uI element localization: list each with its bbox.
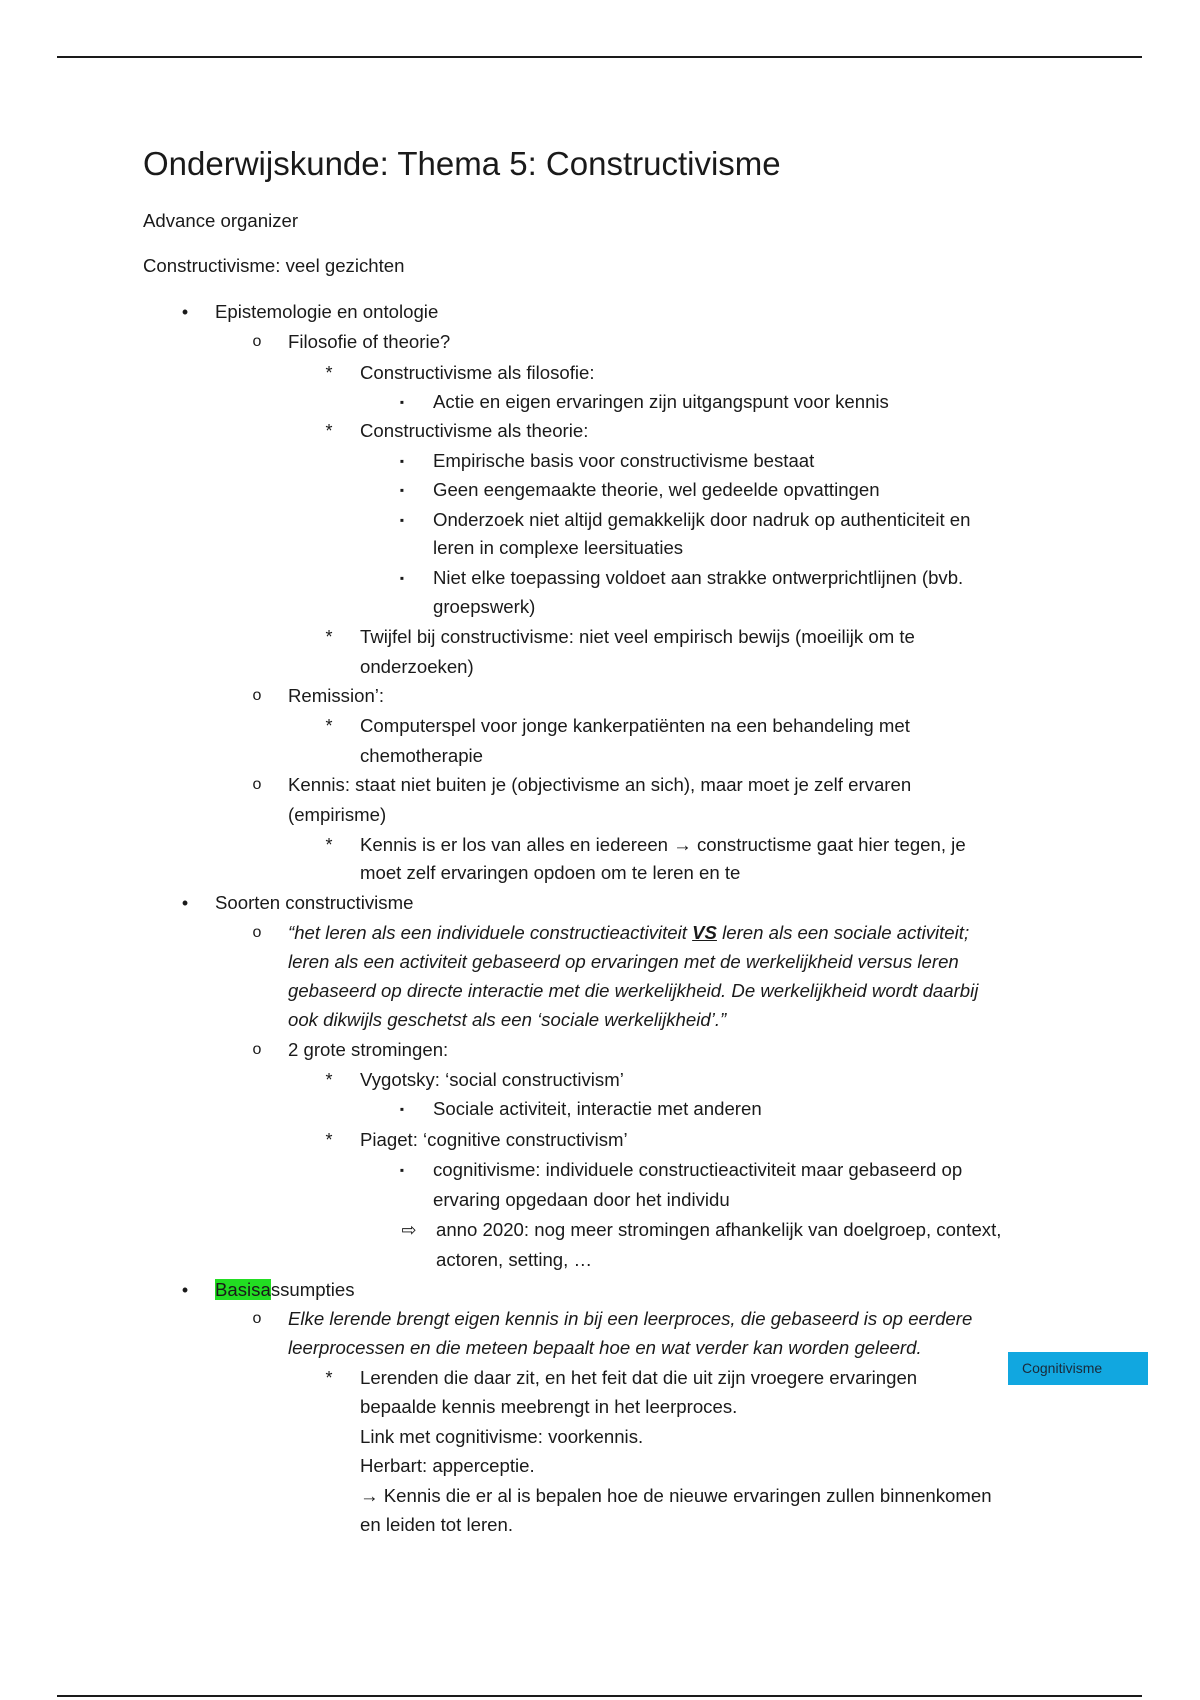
list-item-continuation: leren in complexe leersituaties xyxy=(433,537,684,558)
section-epistemologie: Epistemologie en ontologie xyxy=(215,301,439,322)
bullet-icon: • xyxy=(181,302,189,322)
list-item: Geen eengemaakte theorie, wel gedeelde opvattingen xyxy=(433,479,880,500)
list-item: 2 grote stromingen: xyxy=(288,1039,449,1060)
list-item-continuation: Herbart: apperceptie. xyxy=(360,1455,535,1476)
star-bullet-icon: * xyxy=(325,421,333,441)
comment-label[interactable]: Cognitivisme xyxy=(1008,1352,1148,1385)
star-bullet-icon: * xyxy=(325,835,333,855)
section-label-rest: ssumpties xyxy=(270,1279,355,1300)
list-item-continuation: moet zelf ervaringen opdoen om te leren en te xyxy=(360,862,741,883)
arrow-icon: ⇨ xyxy=(401,1220,417,1240)
section-soorten: Soorten constructivisme xyxy=(215,892,414,913)
square-bullet-icon: ▪ xyxy=(399,571,405,585)
list-item-continuation: onderzoeken) xyxy=(360,656,474,677)
quote-line: gebaseerd op directe interactie met die werkelijkheid. De werkelijkheid wordt daarbij xyxy=(288,980,979,1001)
list-item: Constructivisme als filosofie: xyxy=(360,362,595,383)
list-item-continuation: groepswerk) xyxy=(433,596,536,617)
list-item: Twijfel bij constructivisme: niet veel empirisch bewijs (moeilijk om te xyxy=(360,626,915,647)
circle-bullet-icon: o xyxy=(252,1310,262,1327)
list-item: Kennis: staat niet buiten je (objectivisme an sich), maar moet je zelf ervaren xyxy=(288,774,912,795)
square-bullet-icon: ▪ xyxy=(399,395,405,409)
bottom-rule xyxy=(57,1695,1142,1697)
list-item: Sociale activiteit, interactie met anderen xyxy=(433,1098,762,1119)
quote-text: “het leren als een individuele constructieactiviteit xyxy=(288,922,693,943)
list-item-continuation: → Kennis die er al is bepalen hoe de nieuwe ervaringen zullen binnenkomen xyxy=(360,1485,992,1506)
quote-vs: VS xyxy=(692,922,717,943)
square-bullet-icon: ▪ xyxy=(399,454,405,468)
circle-bullet-icon: o xyxy=(252,687,262,704)
list-item: Empirische basis voor constructivisme bestaat xyxy=(433,450,815,471)
list-item: Actie en eigen ervaringen zijn uitgangspunt voor kennis xyxy=(433,391,889,412)
star-bullet-icon: * xyxy=(325,716,333,736)
list-item: Onderzoek niet altijd gemakkelijk door nadruk op authenticiteit en xyxy=(433,509,971,530)
list-item: Piaget: ‘cognitive constructivism’ xyxy=(360,1129,628,1150)
star-bullet-icon: * xyxy=(325,1070,333,1090)
square-bullet-icon: ▪ xyxy=(399,1163,405,1177)
bullet-icon: • xyxy=(181,893,189,913)
circle-bullet-icon: o xyxy=(252,924,262,941)
list-item-continuation: en leiden tot leren. xyxy=(360,1514,513,1535)
list-item: Lerenden die daar zit, en het feit dat die uit zijn vroegere ervaringen xyxy=(360,1367,918,1388)
circle-bullet-icon: o xyxy=(252,776,262,793)
list-item: Elke lerende brengt eigen kennis in bij een leerproces, die gebaseerd is op eerdere xyxy=(288,1308,973,1329)
quote-line xyxy=(288,919,969,947)
section-basisassumpties xyxy=(215,1276,355,1304)
star-bullet-icon: * xyxy=(325,627,333,647)
list-item: anno 2020: nog meer stromingen afhankelijk van doelgroep, context, xyxy=(436,1219,1002,1240)
circle-bullet-icon: o xyxy=(252,1041,262,1058)
quote-line: leren als een activiteit gebaseerd op ervaringen met de werkelijkheid versus leren xyxy=(288,951,959,972)
advance-organizer: Advance organizer xyxy=(143,210,299,231)
list-item: Vygotsky: ‘social constructivism’ xyxy=(360,1069,624,1090)
quote-line: ook dikwijls geschetst als een ‘sociale werkelijkheid’.” xyxy=(288,1009,727,1030)
list-item: Remission’: xyxy=(288,685,385,706)
list-item-continuation: Link met cognitivisme: voorkennis. xyxy=(360,1426,644,1447)
list-item: Filosofie of theorie? xyxy=(288,331,451,352)
star-bullet-icon: * xyxy=(325,1368,333,1388)
list-item-continuation: actoren, setting, … xyxy=(436,1249,593,1270)
star-bullet-icon: * xyxy=(325,1130,333,1150)
list-item: cognitivisme: individuele constructieactiviteit maar gebaseerd op xyxy=(433,1159,963,1180)
square-bullet-icon: ▪ xyxy=(399,1102,405,1116)
star-bullet-icon: * xyxy=(325,363,333,383)
list-item: Constructivisme als theorie: xyxy=(360,420,589,441)
circle-bullet-icon: o xyxy=(252,333,262,350)
bullet-icon: • xyxy=(181,1280,189,1300)
highlighted-text: Basisa xyxy=(215,1279,271,1300)
list-item-continuation: bepaalde kennis meebrengt in het leerproces. xyxy=(360,1396,738,1417)
top-rule xyxy=(57,56,1142,58)
list-item-continuation: (empirisme) xyxy=(288,804,387,825)
subtitle: Constructivisme: veel gezichten xyxy=(143,255,405,276)
square-bullet-icon: ▪ xyxy=(399,513,405,527)
list-item: Computerspel voor jonge kankerpatiënten na een behandeling met xyxy=(360,715,910,736)
list-item-continuation: ervaring opgedaan door het individu xyxy=(433,1189,730,1210)
list-item: Niet elke toepassing voldoet aan strakke ontwerprichtlijnen (bvb. xyxy=(433,567,964,588)
list-item-continuation: leerprocessen en die meteen bepaalt hoe en wat verder kan worden geleerd. xyxy=(288,1337,922,1358)
list-item-continuation: chemotherapie xyxy=(360,745,484,766)
square-bullet-icon: ▪ xyxy=(399,483,405,497)
quote-text: leren als een sociale activiteit; xyxy=(716,922,970,943)
list-item: Kennis is er los van alles en iedereen → constructisme gaat hier tegen, je xyxy=(360,834,966,855)
page-title: Onderwijskunde: Thema 5: Constructivisme xyxy=(143,145,781,182)
